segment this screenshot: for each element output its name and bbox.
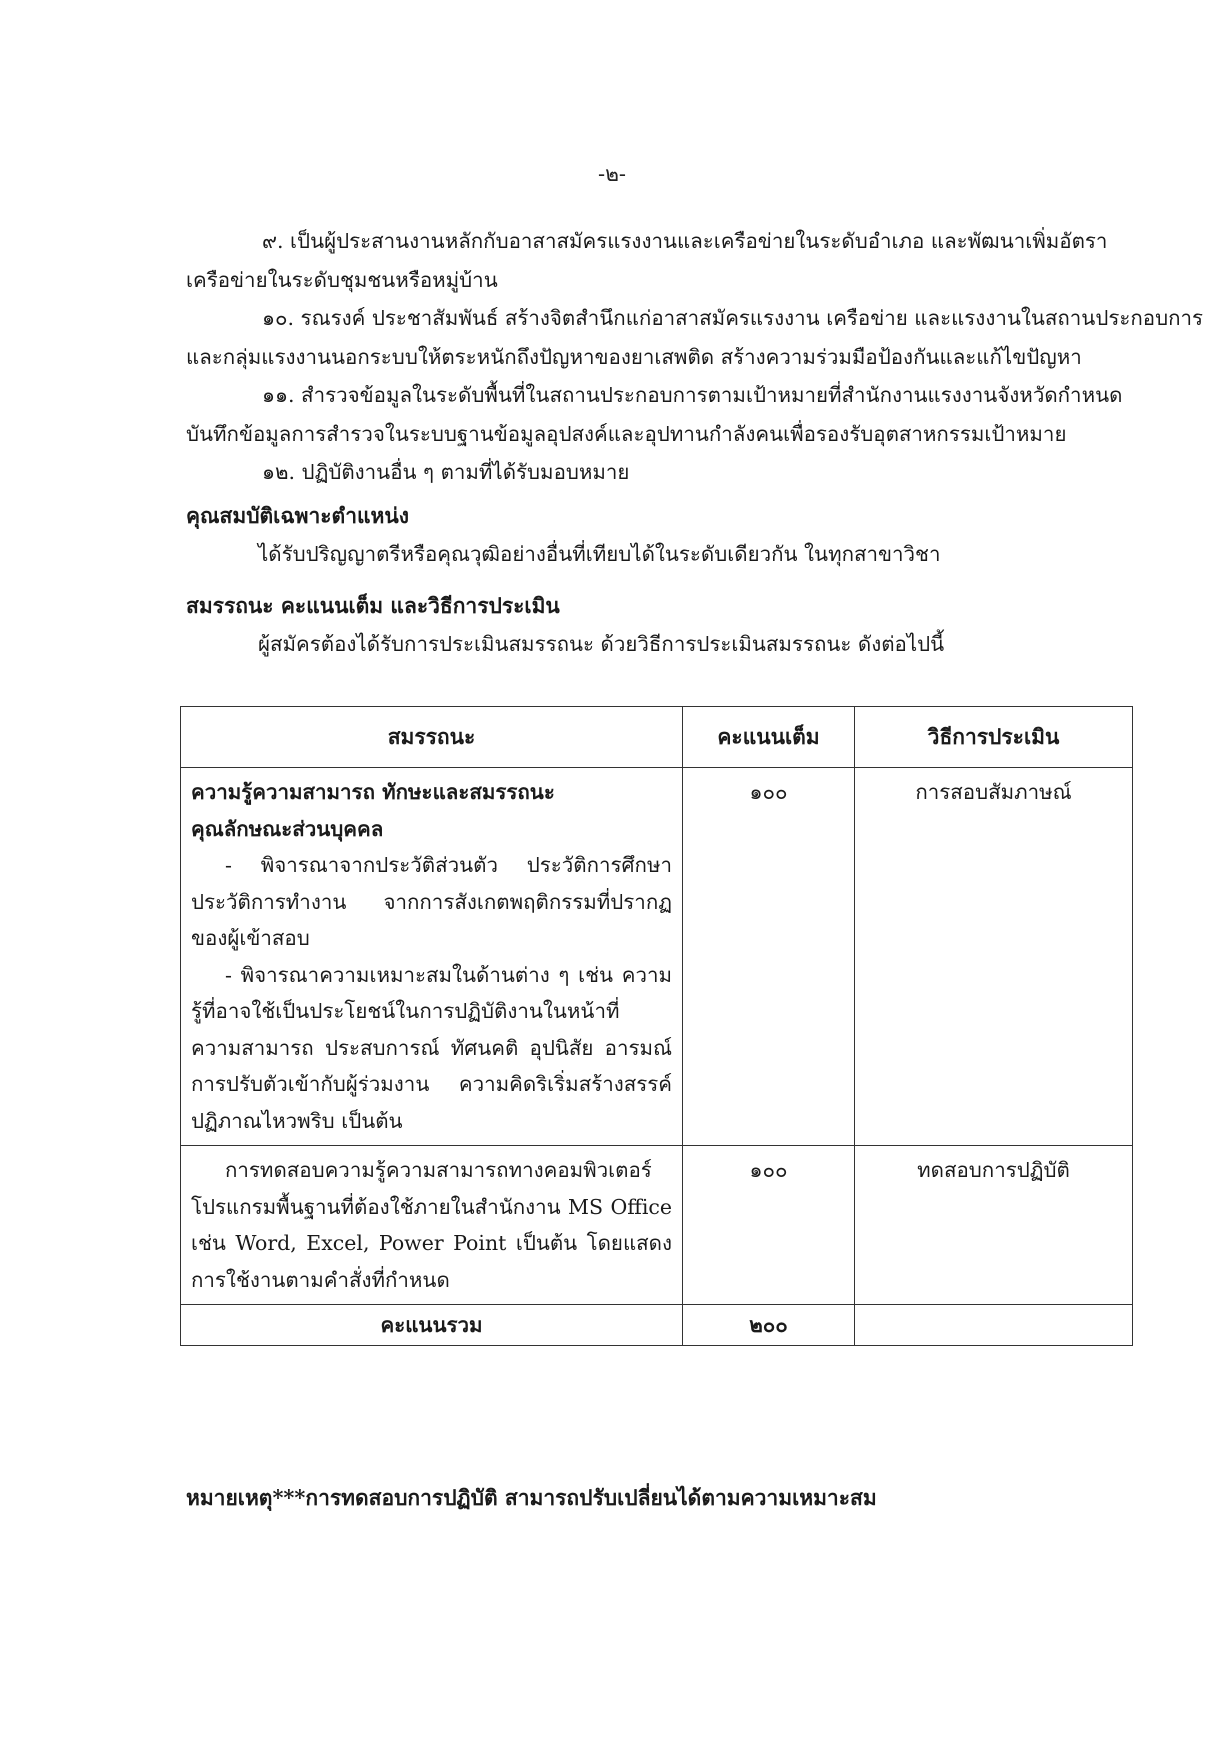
competency-point-1: - พิจารณาจากประวัติส่วนตัว ประวัติการศึกษา ประวัติการทำงาน จากการสังเกตพฤติกรรมที่ปรากฏของผู้เข้าสอบ [191,853,672,950]
computer-test-text: การทดสอบความรู้ความสามารถทางคอมพิวเตอร์ โปรแกรมพื้นฐานที่ต้องใช้ภายในสำนักงาน MS Office เช่น Word, Excel, Power Point เป็นต้น โดยแสดงการใช้งานตามคำสั่งที่กำหนด [191,1158,672,1292]
qualification-heading: คุณสมบัติเฉพาะตำแหน่ง [186,503,409,528]
total-empty-cell [855,1305,1133,1346]
score-cell: ๑๐๐ [683,768,855,1146]
duty-11-line1: ๑๑. สำรวจข้อมูลในระดับพื้นที่ในสถานประกอบการตามเป้าหมายที่สำนักงานแรงงานจังหวัดกำหนด [262,383,1123,407]
duty-12-line1: ๑๒. ปฏิบัติงานอื่น ๆ ตามที่ได้รับมอบหมาย [262,460,630,484]
duties-list [186,222,1204,492]
qualification-text: ได้รับปริญญาตรีหรือคุณวุฒิอย่างอื่นที่เทียบได้ในระดับเดียวกัน ในทุกสาขาวิชา [258,542,941,566]
competency-title-line1: ความรู้ความสามารถ ทักษะและสมรรถนะ [191,780,555,804]
competency-cell [181,1146,683,1305]
total-row [181,1305,1133,1346]
table-row [181,768,1133,1146]
footnote: หมายเหตุ***การทดสอบการปฏิบัติ สามารถปรับเปลี่ยนได้ตามความเหมาะสม [186,1485,877,1510]
duty-9-line2: เครือข่ายในระดับชุมชนหรือหมู่บ้าน [186,267,498,292]
table-row [181,1146,1133,1305]
competency-intro: ผู้สมัครต้องได้รับการประเมินสมรรถนะ ด้วยวิธีการประเมินสมรรถนะ ดังต่อไปนี้ [258,632,945,656]
table-header-row [181,707,1133,768]
competency-point-2: - พิจารณาความเหมาะสมในด้านต่าง ๆ เช่น ความรู้ที่อาจใช้เป็นประโยชน์ในการปฏิบัติงานในหน้าที่ ความสามารถ ประสบการณ์ ทัศนคติ อุปนิสัย อารมณ์ การปรับตัวเข้ากับผู้ร่วมงาน ความคิดริเริ่มสร้างสรรค์ ปฏิภาณไหวพริบ เป็นต้น [191,962,672,1133]
method-cell: การสอบสัมภาษณ์ [855,768,1133,1146]
competency-title-line2: คุณลักษณะส่วนบุคคล [191,816,384,841]
header-competency: สมรรถนะ [181,707,683,768]
duty-11-line2: บันทึกข้อมูลการสำรวจในระบบฐานข้อมูลอุปสงค์และอุปทานกำลังคนเพื่อรองรับอุตสาหกรรมเป้าหมาย [186,421,1067,446]
duty-10-line1: ๑๐. รณรงค์ ประชาสัมพันธ์ สร้างจิตสำนึกแก่อาสาสมัครแรงงาน เครือข่าย และแรงงานในสถานประกอบการ [262,306,1204,330]
competency-table [180,706,1133,1346]
method-cell: ทดสอบการปฏิบัติ [855,1146,1133,1305]
duty-9-line1: ๙. เป็นผู้ประสานงานหลักกับอาสาสมัครแรงงานและเครือข่ายในระดับอำเภอ และพัฒนาเพิ่มอัตรา [262,229,1108,253]
competency-cell [181,768,683,1146]
total-label: คะแนนรวม [181,1305,683,1346]
page-number: -๒- [597,162,627,186]
header-full-score: คะแนนเต็ม [683,707,855,768]
competency-heading: สมรรถนะ คะแนนเต็ม และวิธีการประเมิน [186,593,560,618]
total-score: ๒๐๐ [683,1305,855,1346]
header-assessment-method: วิธีการประเมิน [855,707,1133,768]
score-cell: ๑๐๐ [683,1146,855,1305]
duty-10-line2: และกลุ่มแรงงานนอกระบบให้ตระหนักถึงปัญหาของยาเสพติด สร้างความร่วมมือป้องกันและแก้ไขปัญหา [186,344,1082,369]
